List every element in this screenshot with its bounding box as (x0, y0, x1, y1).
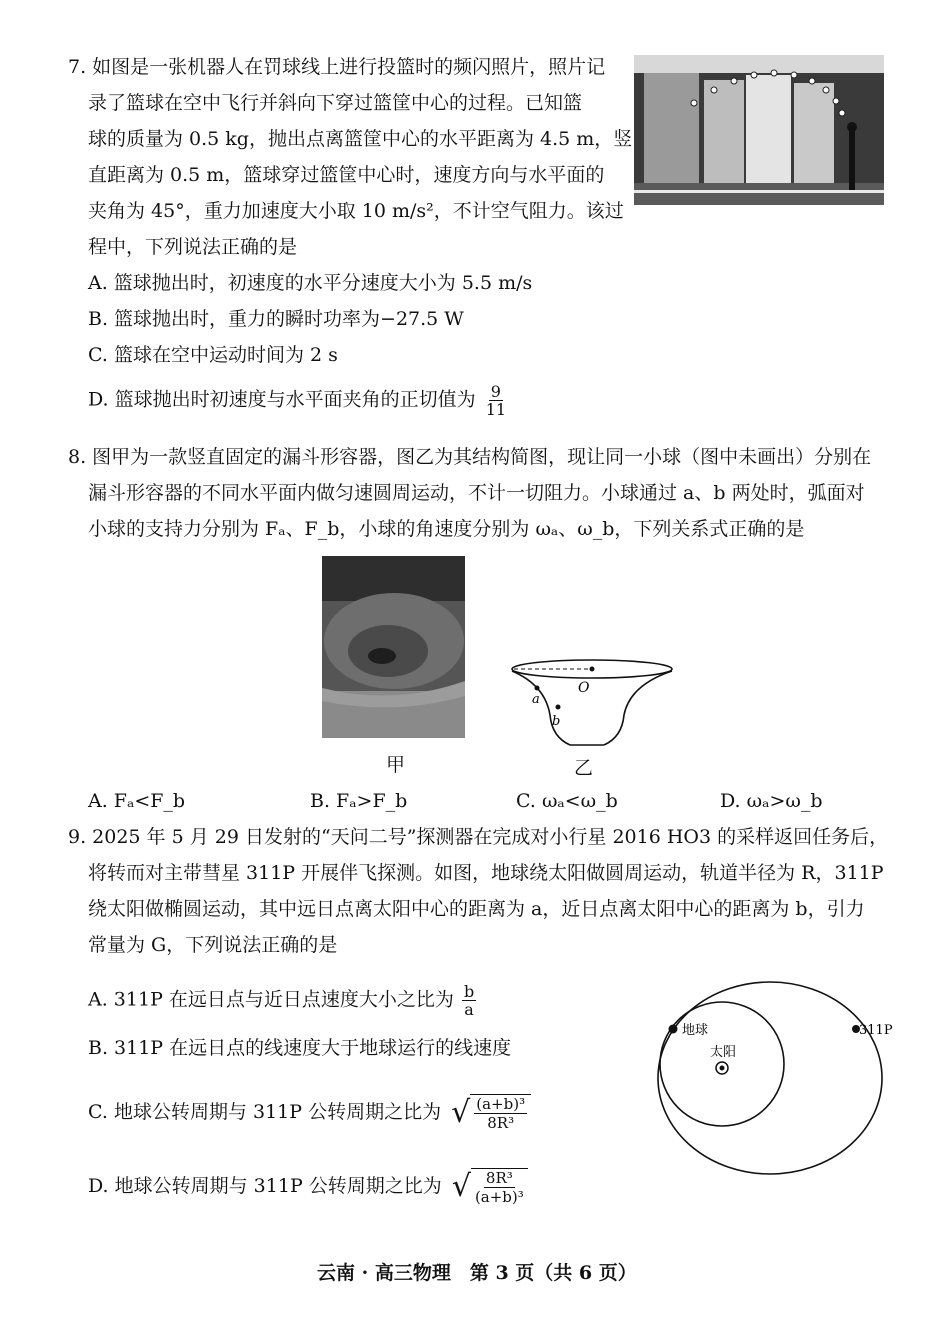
fraction-denominator: 11 (485, 400, 507, 419)
fraction-denominator: a (464, 1000, 474, 1019)
q7-line-5: 夹角为 45°，重力加速度大小取 10 m/s²，不计空气阻力。该过 (88, 200, 624, 222)
q7-line-4: 直距离为 0.5 m，篮球穿过篮筐中心时，速度方向与水平面的 (88, 164, 605, 186)
fraction-denominator: 8R³ (487, 1114, 515, 1132)
robot-basketball-photo (634, 55, 884, 205)
funnel-structure-diagram (500, 655, 680, 750)
q9-line-4: 常量为 G，下列说法正确的是 (88, 934, 338, 956)
q7-option-a: A. 篮球抛出时，初速度的水平分速度大小为 5.5 m/s (88, 272, 533, 294)
q7-option-d-text: D. 篮球抛出时初速度与水平面夹角的正切值为 (88, 388, 476, 411)
q9-option-a (88, 983, 476, 1018)
robot-basketball-photo-illustration (634, 55, 884, 205)
label-yi: 乙 (574, 757, 594, 779)
sqrt-body (471, 1168, 528, 1206)
q9-option-c-sqrt (451, 1094, 531, 1132)
q7-line-1: 7. 如图是一张机器人在罚球线上进行投篮时的频闪照片，照片记 (68, 56, 606, 78)
point-b-label: b (552, 714, 561, 729)
earth-label: 地球 (682, 1023, 709, 1038)
q8-line-1: 8. 图甲为一款竖直固定的漏斗形容器，图乙为其结构简图，现让同一小球（图中未画出）分别在 (68, 446, 872, 468)
q9-line-2: 将转而对主带彗星 311P 开展伴飞探测。如图，地球绕太阳做圆周运动，轨道半径为 R，311P (88, 862, 884, 884)
q8-option-b: B. Fₐ>F_b (310, 790, 408, 812)
orbit-diagram (630, 972, 905, 1182)
q9-line-3: 绕太阳做椭圆运动，其中远日点离太阳中心的距离为 a，近日点离太阳中心的距离为 b，引力 (88, 898, 865, 920)
q8-option-a: A. Fₐ<F_b (88, 790, 186, 812)
q9-option-d (88, 1168, 528, 1206)
funnel-container-photo-illustration (322, 556, 465, 738)
fraction-numerator: 9 (490, 382, 501, 401)
page-footer: 云南 · 高三物理 第 3 页（共 6 页） (317, 1262, 637, 1284)
q8-line-2: 漏斗形容器的不同水平面内做匀速圆周运动，不计一切阻力。小球通过 a、b 两处时，弧面对 (88, 482, 865, 504)
fraction-numerator: (a+b)³ (476, 1095, 526, 1113)
q9-option-b: B. 311P 在远日点的线速度大于地球运行的线速度 (88, 1037, 512, 1059)
q7-option-c: C. 篮球在空中运动时间为 2 s (88, 344, 338, 366)
q7-option-d-fraction (484, 383, 508, 418)
q9-line-1: 9. 2025 年 5 月 29 日发射的“天问二号”探测器在完成对小行星 2016 HO3 的采样返回任务后， (68, 826, 889, 848)
sqrt-sign: √ (451, 1169, 471, 1204)
q7-option-b: B. 篮球抛出时，重力的瞬时功率为−27.5 W (88, 308, 464, 330)
earth-dot (669, 1025, 678, 1034)
q9-option-c (88, 1094, 531, 1132)
point-o-label: O (578, 680, 590, 696)
fraction-numerator: 8R³ (485, 1169, 513, 1187)
q9-option-d-sqrt (452, 1168, 528, 1206)
sqrt-sign: √ (451, 1095, 471, 1130)
sqrt-body (470, 1094, 531, 1132)
fraction-denominator: (a+b)³ (474, 1188, 524, 1206)
sun-label: 太阳 (710, 1045, 737, 1060)
q9-option-a-fraction (462, 983, 476, 1018)
q7-line-2: 录了篮球在空中飞行并斜向下穿过篮筐中心的过程。已知篮 (88, 92, 583, 114)
q9-option-a-text: A. 311P 在远日点与近日点速度大小之比为 (88, 988, 454, 1011)
q8-line-3: 小球的支持力分别为 Fₐ、F_b，小球的角速度分别为 ωₐ、ω_b，下列关系式正确的是 (88, 518, 805, 540)
comet-label: 311P (859, 1023, 893, 1038)
q8-option-d: D. ωₐ>ω_b (720, 790, 823, 812)
q7-option-d (88, 383, 508, 418)
q8-option-c: C. ωₐ<ω_b (516, 790, 618, 812)
label-jia: 甲 (386, 754, 406, 776)
fraction-numerator: b (463, 982, 475, 1001)
q9-option-c-text: C. 地球公转周期与 311P 公转周期之比为 (88, 1101, 442, 1123)
point-a-label: a (532, 692, 540, 707)
funnel-container-photo (322, 556, 465, 738)
q7-line-3: 球的质量为 0.5 kg，抛出点离篮筐中心的水平距离为 4.5 m，竖 (88, 128, 633, 150)
q7-line-6: 程中，下列说法正确的是 (88, 236, 298, 258)
q9-option-d-text: D. 地球公转周期与 311P 公转周期之比为 (88, 1175, 442, 1197)
